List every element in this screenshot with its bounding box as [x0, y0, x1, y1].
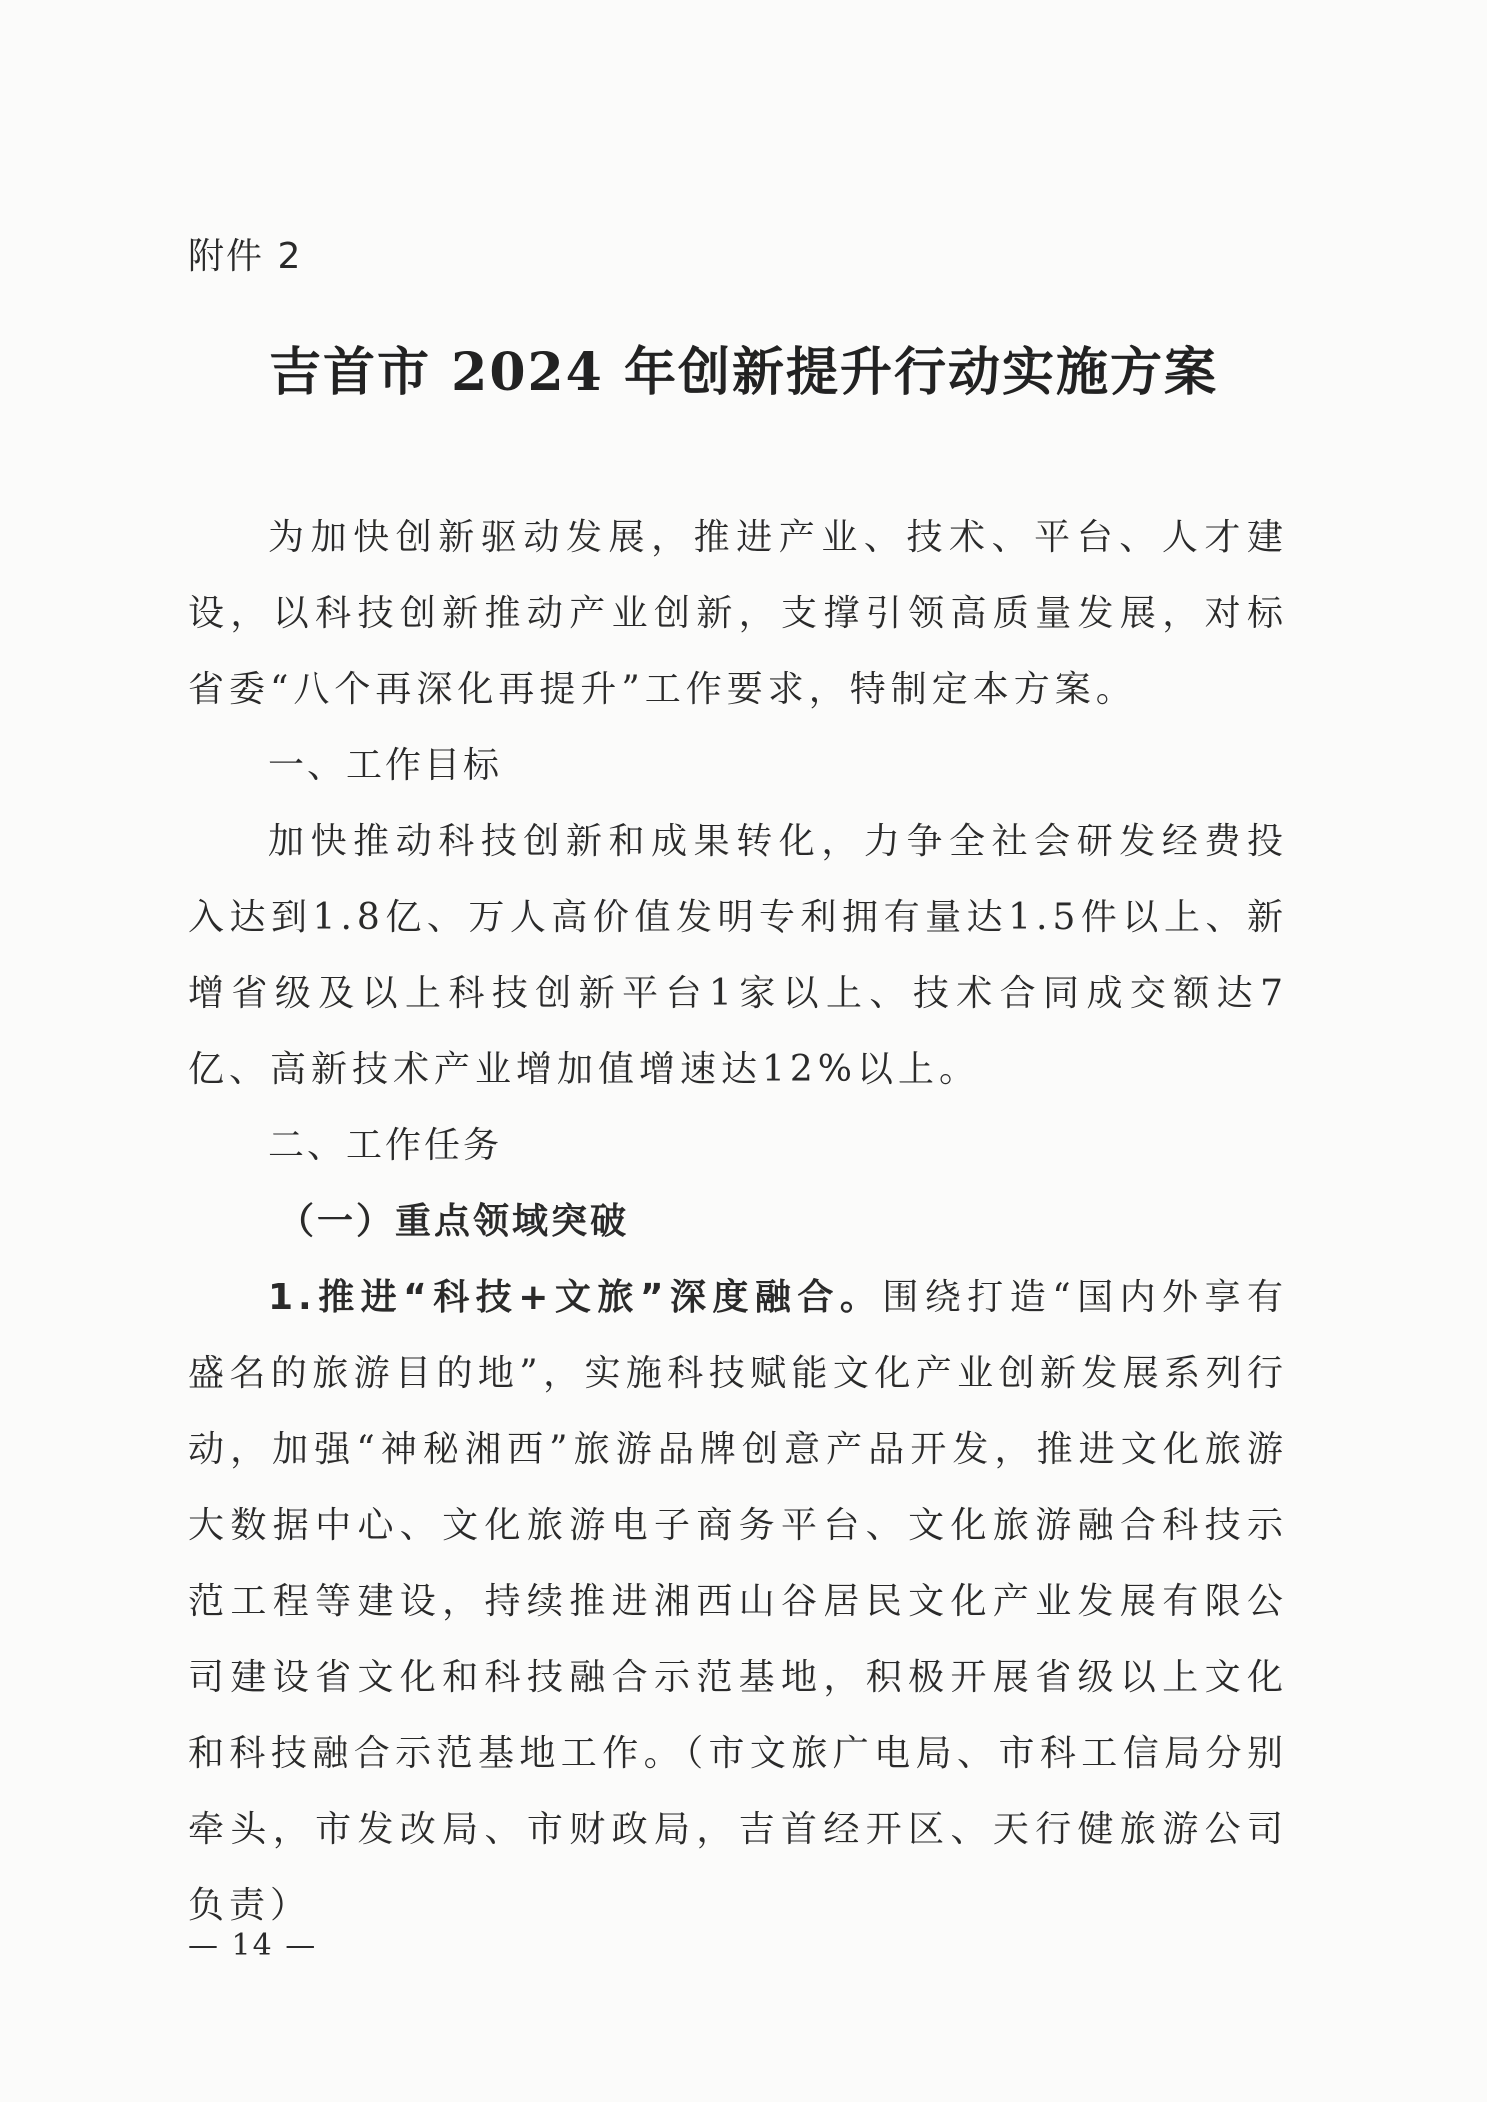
item-1-lead: 1.推进“科技+文旅”深度融合。	[268, 1277, 883, 1318]
goals-paragraph: 加快推动科技创新和成果转化，力争全社会研发经费投入达到1.8亿、万人高价值发明专利拥有量达1.5件以上、新增省级及以上科技创新平台1家以上、技术合同成交额达7亿、高新技术产业增加值增速达12%以上。	[188, 821, 1288, 1090]
item-1-paragraph	[188, 1260, 1288, 1944]
subsection-heading-key-areas: （一）重点领域突破	[278, 1201, 630, 1242]
document-title: 吉首市 2024 年创新提升行动实施方案	[269, 342, 1218, 403]
section-heading-tasks: 二、工作任务	[268, 1125, 503, 1166]
page-number: — 14 —	[188, 1928, 318, 1963]
document-body	[188, 500, 1288, 1944]
attachment-label: 附件 2	[188, 236, 303, 277]
item-1-text: 围绕打造“国内外享有盛名的旅游目的地”，实施科技赋能文化产业创新发展系列行动，加强“神秘湘西”旅游品牌创意产品开发，推进文化旅游大数据中心、文化旅游电子商务平台、文化旅游融合科技示范工程等建设，持续推进湘西山谷居民文化产业发展有限公司建设省文化和科技融合示范基地，积极开展省级以上文化和科技融合示范基地工作。（市文旅广电局、市科工信局分别牵头，市发改局、市财政局，吉首经开区、天行健旅游公司负责）	[188, 1277, 1288, 1926]
intro-paragraph: 为加快创新驱动发展，推进产业、技术、平台、人才建设，以科技创新推动产业创新，支撑引领高质量发展，对标省委“八个再深化再提升”工作要求，特制定本方案。	[188, 517, 1288, 710]
section-heading-goals: 一、工作目标	[268, 745, 503, 786]
